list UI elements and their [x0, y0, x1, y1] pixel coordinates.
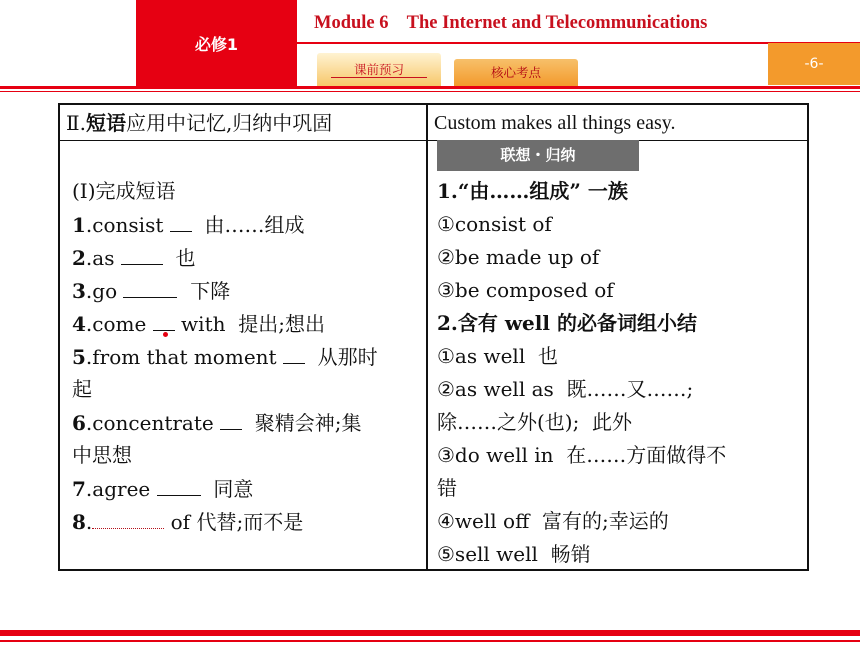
- section-label: (Ⅰ)完成短语: [72, 179, 176, 203]
- table-column-divider: [426, 105, 428, 569]
- table-head-right: Custom makes all things easy.: [434, 112, 676, 134]
- group1-item: ①consist of: [437, 212, 552, 236]
- group2-item: 除……之外(也); 此外: [437, 410, 633, 434]
- tab-core-points-label: 核心考点: [490, 65, 541, 80]
- page-number: -6-: [768, 43, 860, 85]
- phrase-item-7: 7.agree 同意: [72, 477, 254, 501]
- group1-item: ②be made up of: [437, 245, 600, 269]
- table-head-left: Ⅱ.短语应用中记忆,归纳中巩固: [66, 111, 333, 135]
- group1-title: 1.“由……组成” 一族: [437, 179, 628, 203]
- phrase-item-3: 3.go 下降: [72, 279, 231, 303]
- phrase-item-5-cont: 起: [72, 377, 92, 401]
- group2-title: 2.含有 well 的必备词组小结: [437, 311, 697, 335]
- tab-core-points[interactable]: [454, 59, 578, 86]
- footer-rule: [0, 630, 860, 636]
- group1-item: ③be composed of: [437, 278, 614, 302]
- phrase-item-2: 2.as 也: [72, 246, 196, 270]
- red-mark: [163, 332, 168, 337]
- phrase-item-4: 4.come with 提出;想出: [72, 312, 325, 336]
- header-bottom-rule: [0, 86, 860, 89]
- footer-thin-rule: [0, 640, 860, 642]
- module-title: Module 6 The Internet and Telecommunications: [314, 13, 708, 33]
- phrase-item-1: 1.consist 由……组成: [72, 213, 305, 237]
- association-badge: 联想・归纳: [437, 140, 639, 171]
- tab-active-underline: [331, 77, 427, 78]
- group2-item: ⑤sell well 畅销: [437, 542, 591, 566]
- group2-item: ②as well as 既……又……;: [437, 377, 694, 401]
- tab-preview-label: 课前预习: [353, 62, 404, 77]
- phrase-item-6-cont: 中思想: [72, 443, 132, 467]
- phrase-table: [58, 103, 809, 571]
- phrase-item-5: 5.from that moment 从那时: [72, 345, 378, 369]
- group2-item: ①as well 也: [437, 344, 558, 368]
- phrase-item-8: 8. of 代替;而不是: [72, 510, 304, 534]
- group2-item: ③do well in 在……方面做得不: [437, 443, 727, 467]
- book-label-block: [136, 0, 297, 88]
- group2-item: 错: [437, 476, 457, 500]
- tab-preview[interactable]: [317, 53, 441, 86]
- phrase-item-6: 6.concentrate 聚精会神;集: [72, 411, 362, 435]
- header-bottom-thin-rule: [0, 91, 860, 92]
- book-label: 必修1: [194, 35, 239, 54]
- group2-item: ④well off 富有的;幸运的: [437, 509, 669, 533]
